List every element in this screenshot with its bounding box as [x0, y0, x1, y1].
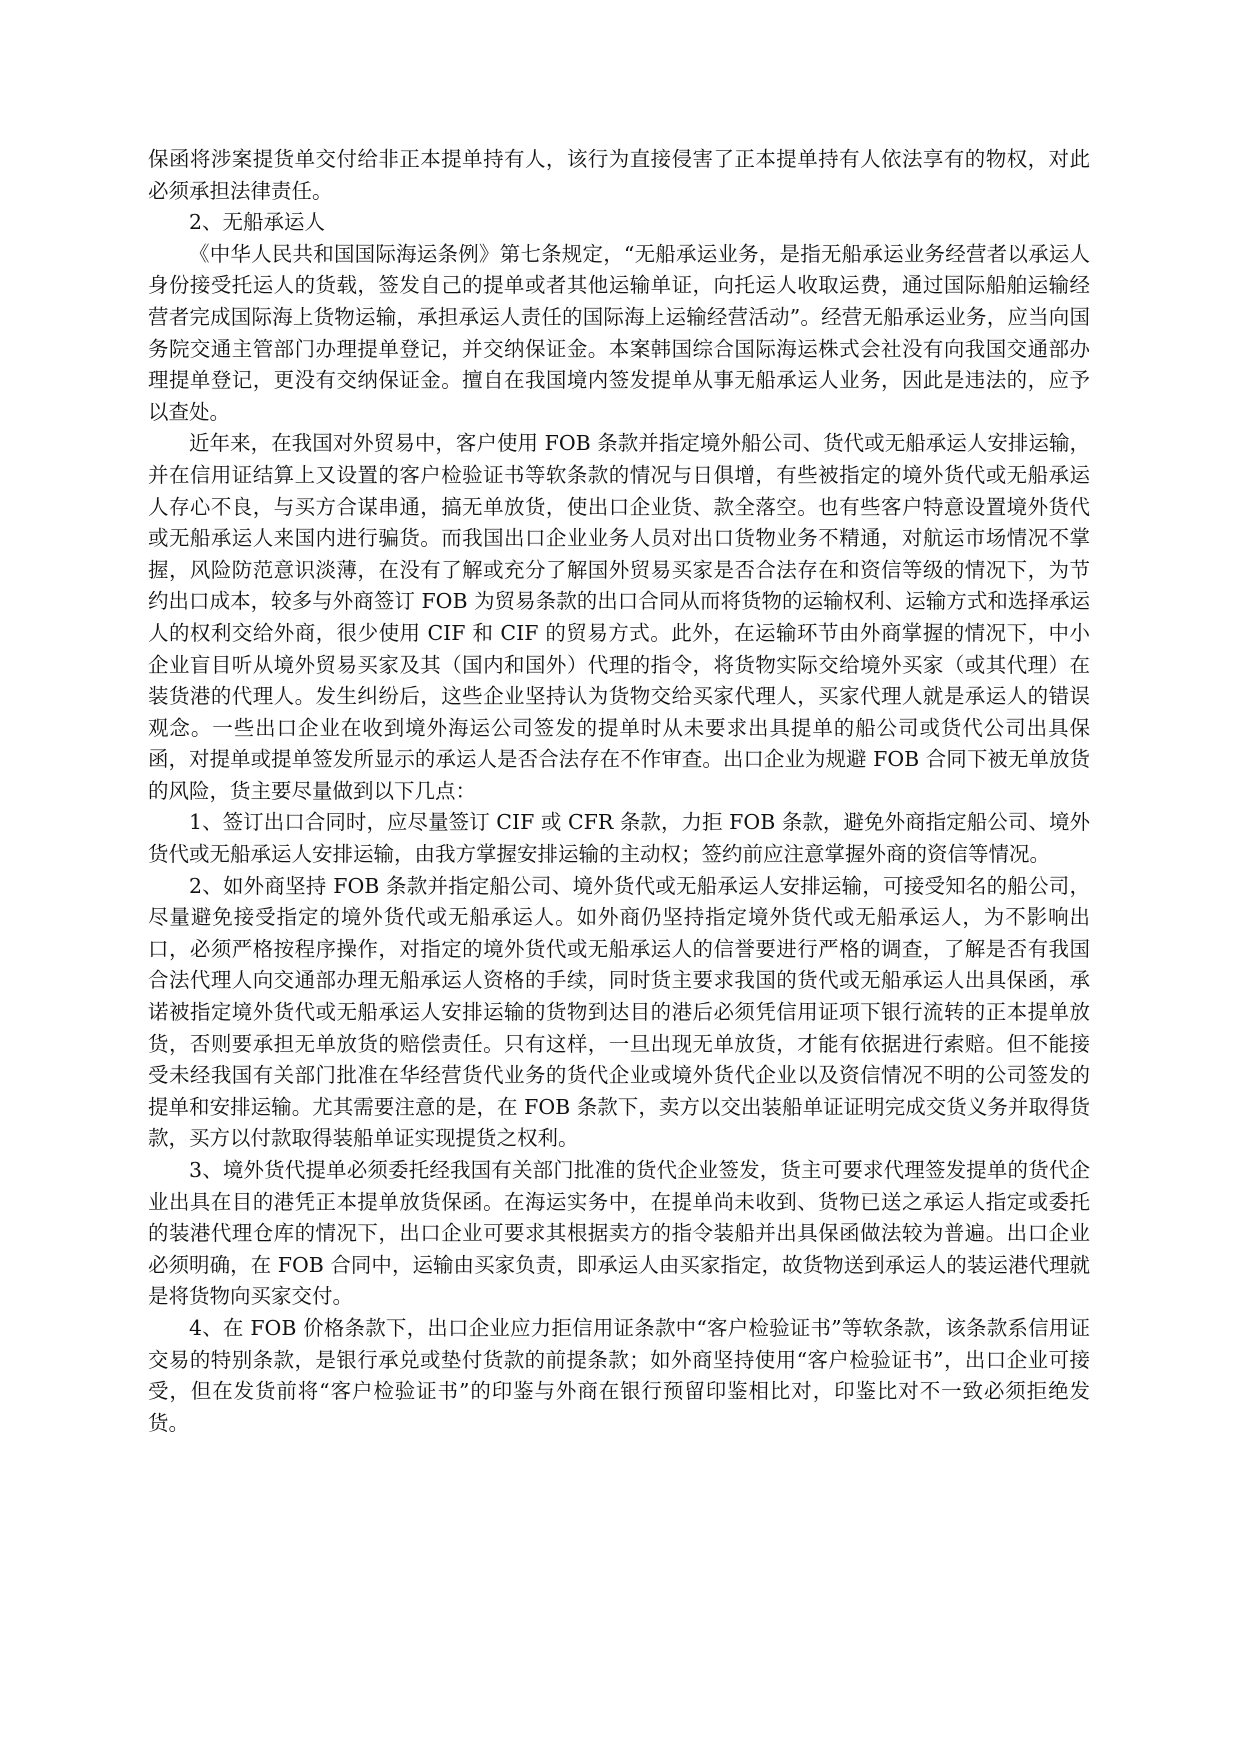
- section-heading-non-vessel-carrier: 2、无船承运人: [189, 210, 326, 235]
- document-page: [148, 144, 1090, 1439]
- paragraph-regulation-article-7: 《中华人民共和国国际海运条例》第七条规定，“无船承运业务，是指无船承运业务经营者以承运人身份接受托运人的货载，签发自己的提单或者其他运输单证，向托运人收取运费，通过国际船舶运输经营者完成国际海上货物运输，承担承运人责任的国际海上运输经营活动”。经营无船承运业务，应当向国务院交通主管部门办理提单登记，并交纳保证金。本案韩国综合国际海运株式会社没有向我国交通部办理提单登记，更没有交纳保证金。擅自在我国境内签发提单从事无船承运人业务，因此是违法的，应予以查处。: [148, 241, 1090, 424]
- paragraph-point-3: 3、境外货代提单必须委托经我国有关部门批准的货代企业签发，货主可要求代理签发提单的货代企业出具在目的港凭正本提单放货保函。在海运实务中，在提单尚未收到、货物已送之承运人指定或委托的装港代理仓库的情况下，出口企业可要求其根据卖方的指令装船并出具保函做法较为普遍。出口企业必须明确，在 FOB 合同中，运输由买家负责，即承运人由买家指定，故货物送到承运人的装运港代理就是将货物向买家交付。: [148, 1158, 1090, 1309]
- paragraph-continuation: 保函将涉案提货单交付给非正本提单持有人，该行为直接侵害了正本提单持有人依法享有的物权，对此必须承担法律责任。: [148, 147, 1090, 203]
- paragraph-fob-risk-background: 近年来，在我国对外贸易中，客户使用 FOB 条款并指定境外船公司、货代或无船承运人安排运输，并在信用证结算上又设置的客户检验证书等软条款的情况与日俱增，有些被指定的境外货代或无船承运人存心不良，与买方合谋串通，搞无单放货，使出口企业货、款全落空。也有些客户特意设置境外货代或无船承运人来国内进行骗货。而我国出口企业业务人员对出口货物业务不精通，对航运市场情况不掌握，风险防范意识淡薄，在没有了解或充分了解国外贸易买家是否合法存在和资信等级的情况下，为节约出口成本，较多与外商签订 FOB 为贸易条款的出口合同从而将货物的运输权利、运输方式和选择承运人的权利交给外商，很少使用 CIF 和 CIF 的贸易方式。此外，在运输环节由外商掌握的情况下，中小企业盲目听从境外贸易买家及其（国内和国外）代理的指令，将货物实际交给境外买家（或其代理）在装货港的代理人。发生纠纷后，这些企业坚持认为货物交给买家代理人，买家代理人就是承运人的错误观念。一些出口企业在收到境外海运公司签发的提单时从未要求出具提单的船公司或货代公司出具保函，对提单或提单签发所显示的承运人是否合法存在不作审查。出口企业为规避 FOB 合同下被无单放货的风险，货主要尽量做到以下几点：: [148, 431, 1090, 803]
- paragraph-point-4: 4、在 FOB 价格条款下，出口企业应力拒信用证条款中“客户检验证书”等软条款，该条款系信用证交易的特别条款，是银行承兑或垫付货款的前提条款；如外商坚持使用“客户检验证书”，出口企业可接受，但在发货前将“客户检验证书”的印鉴与外商在银行预留印鉴相比对，印鉴比对不一致必须拒绝发货。: [148, 1315, 1090, 1435]
- paragraph-point-2: 2、如外商坚持 FOB 条款并指定船公司、境外货代或无船承运人安排运输，可接受知名的船公司，尽量避免接受指定的境外货代或无船承运人。如外商仍坚持指定境外货代或无船承运人，为不影响出口，必须严格按程序操作，对指定的境外货代或无船承运人的信誉要进行严格的调查，了解是否有我国合法代理人向交通部办理无船承运人资格的手续，同时货主要求我国的货代或无船承运人出具保函，承诺被指定境外货代或无船承运人安排运输的货物到达目的港后必须凭信用证项下银行流转的正本提单放货，否则要承担无单放货的赔偿责任。只有这样，一旦出现无单放货，才能有依据进行索赔。但不能接受未经我国有关部门批准在华经营货代业务的货代企业或境外货代企业以及资信情况不明的公司签发的提单和安排运输。尤其需要注意的是，在 FOB 条款下，卖方以交出装船单证证明完成交货义务并取得货款，买方以付款取得装船单证实现提货之权利。: [148, 873, 1090, 1151]
- paragraph-point-1: 1、签订出口合同时，应尽量签订 CIF 或 CFR 条款，力拒 FOB 条款，避免外商指定船公司、境外货代或无船承运人安排运输，由我方掌握安排运输的主动权；签约前应注意掌握外商的资信等情况。: [148, 810, 1090, 867]
